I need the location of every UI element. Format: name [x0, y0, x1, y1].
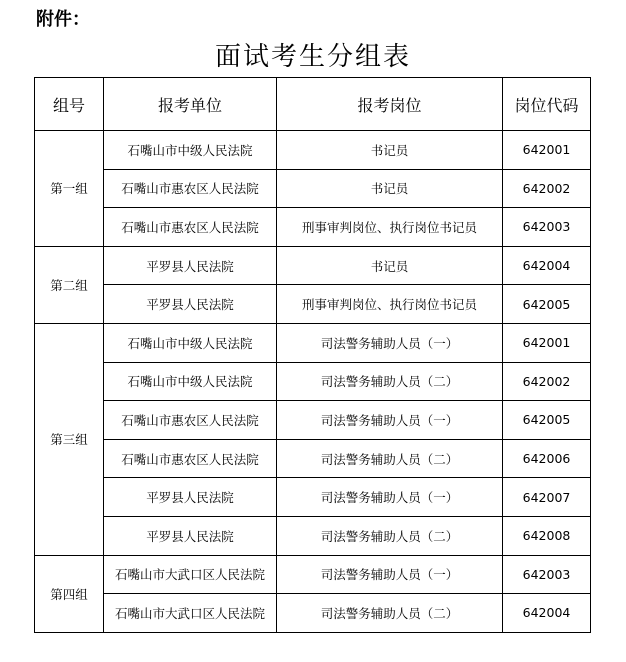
- position-cell: 司法警务辅助人员（二）: [277, 516, 503, 555]
- table-row: [35, 478, 591, 517]
- position-cell: 司法警务辅助人员（二）: [277, 362, 503, 401]
- table-row: [35, 169, 591, 208]
- code-cell: 642005: [503, 401, 591, 440]
- header-unit: 报考单位: [104, 78, 277, 131]
- code-cell: 642001: [503, 131, 591, 170]
- header-position: 报考岗位: [277, 78, 503, 131]
- page-title: 面试考生分组表: [214, 42, 411, 72]
- table-row: [35, 516, 591, 555]
- attachment-label: 附件：: [36, 9, 90, 30]
- unit-cell: 石嘴山市惠农区人民法院: [104, 401, 277, 440]
- position-cell: 司法警务辅助人员（一）: [277, 478, 503, 517]
- table-row: [35, 401, 591, 440]
- code-cell: 642007: [503, 478, 591, 517]
- code-cell: 642003: [503, 555, 591, 594]
- table-row: [35, 555, 591, 594]
- position-cell: 司法警务辅助人员（一）: [277, 555, 503, 594]
- unit-cell: 平罗县人民法院: [104, 516, 277, 555]
- table-row: [35, 285, 591, 324]
- unit-cell: 平罗县人民法院: [104, 478, 277, 517]
- unit-cell: 石嘴山市大武口区人民法院: [104, 594, 277, 633]
- position-cell: 司法警务辅助人员（二）: [277, 594, 503, 633]
- unit-cell: 石嘴山市惠农区人民法院: [104, 439, 277, 478]
- table-row: [35, 594, 591, 633]
- position-cell: 司法警务辅助人员（二）: [277, 439, 503, 478]
- table-row: [35, 362, 591, 401]
- group-cell: 第二组: [35, 246, 104, 323]
- group-cell: 第三组: [35, 323, 104, 555]
- table-row: [35, 208, 591, 247]
- code-cell: 642008: [503, 516, 591, 555]
- unit-cell: 石嘴山市大武口区人民法院: [104, 555, 277, 594]
- group-cell: 第四组: [35, 555, 104, 632]
- position-cell: 刑事审判岗位、执行岗位书记员: [277, 208, 503, 247]
- table-row: [35, 439, 591, 478]
- code-cell: 642005: [503, 285, 591, 324]
- table-row: [35, 323, 591, 362]
- unit-cell: 平罗县人民法院: [104, 246, 277, 285]
- position-cell: 司法警务辅助人员（一）: [277, 323, 503, 362]
- table-row: [35, 246, 591, 285]
- table-row: [35, 131, 591, 170]
- unit-cell: 石嘴山市中级人民法院: [104, 362, 277, 401]
- code-cell: 642002: [503, 169, 591, 208]
- position-cell: 司法警务辅助人员（一）: [277, 401, 503, 440]
- unit-cell: 石嘴山市惠农区人民法院: [104, 169, 277, 208]
- unit-cell: 平罗县人民法院: [104, 285, 277, 324]
- position-cell: 刑事审判岗位、执行岗位书记员: [277, 285, 503, 324]
- unit-cell: 石嘴山市惠农区人民法院: [104, 208, 277, 247]
- code-cell: 642001: [503, 323, 591, 362]
- interview-group-table: [34, 77, 591, 633]
- position-cell: 书记员: [277, 246, 503, 285]
- unit-cell: 石嘴山市中级人民法院: [104, 131, 277, 170]
- position-cell: 书记员: [277, 169, 503, 208]
- header-position-code: 岗位代码: [503, 78, 591, 131]
- position-cell: 书记员: [277, 131, 503, 170]
- code-cell: 642002: [503, 362, 591, 401]
- code-cell: 642004: [503, 594, 591, 633]
- header-group-number: 组号: [35, 78, 104, 131]
- code-cell: 642003: [503, 208, 591, 247]
- group-cell: 第一组: [35, 131, 104, 247]
- table-header-row: [35, 78, 591, 131]
- unit-cell: 石嘴山市中级人民法院: [104, 323, 277, 362]
- code-cell: 642006: [503, 439, 591, 478]
- code-cell: 642004: [503, 246, 591, 285]
